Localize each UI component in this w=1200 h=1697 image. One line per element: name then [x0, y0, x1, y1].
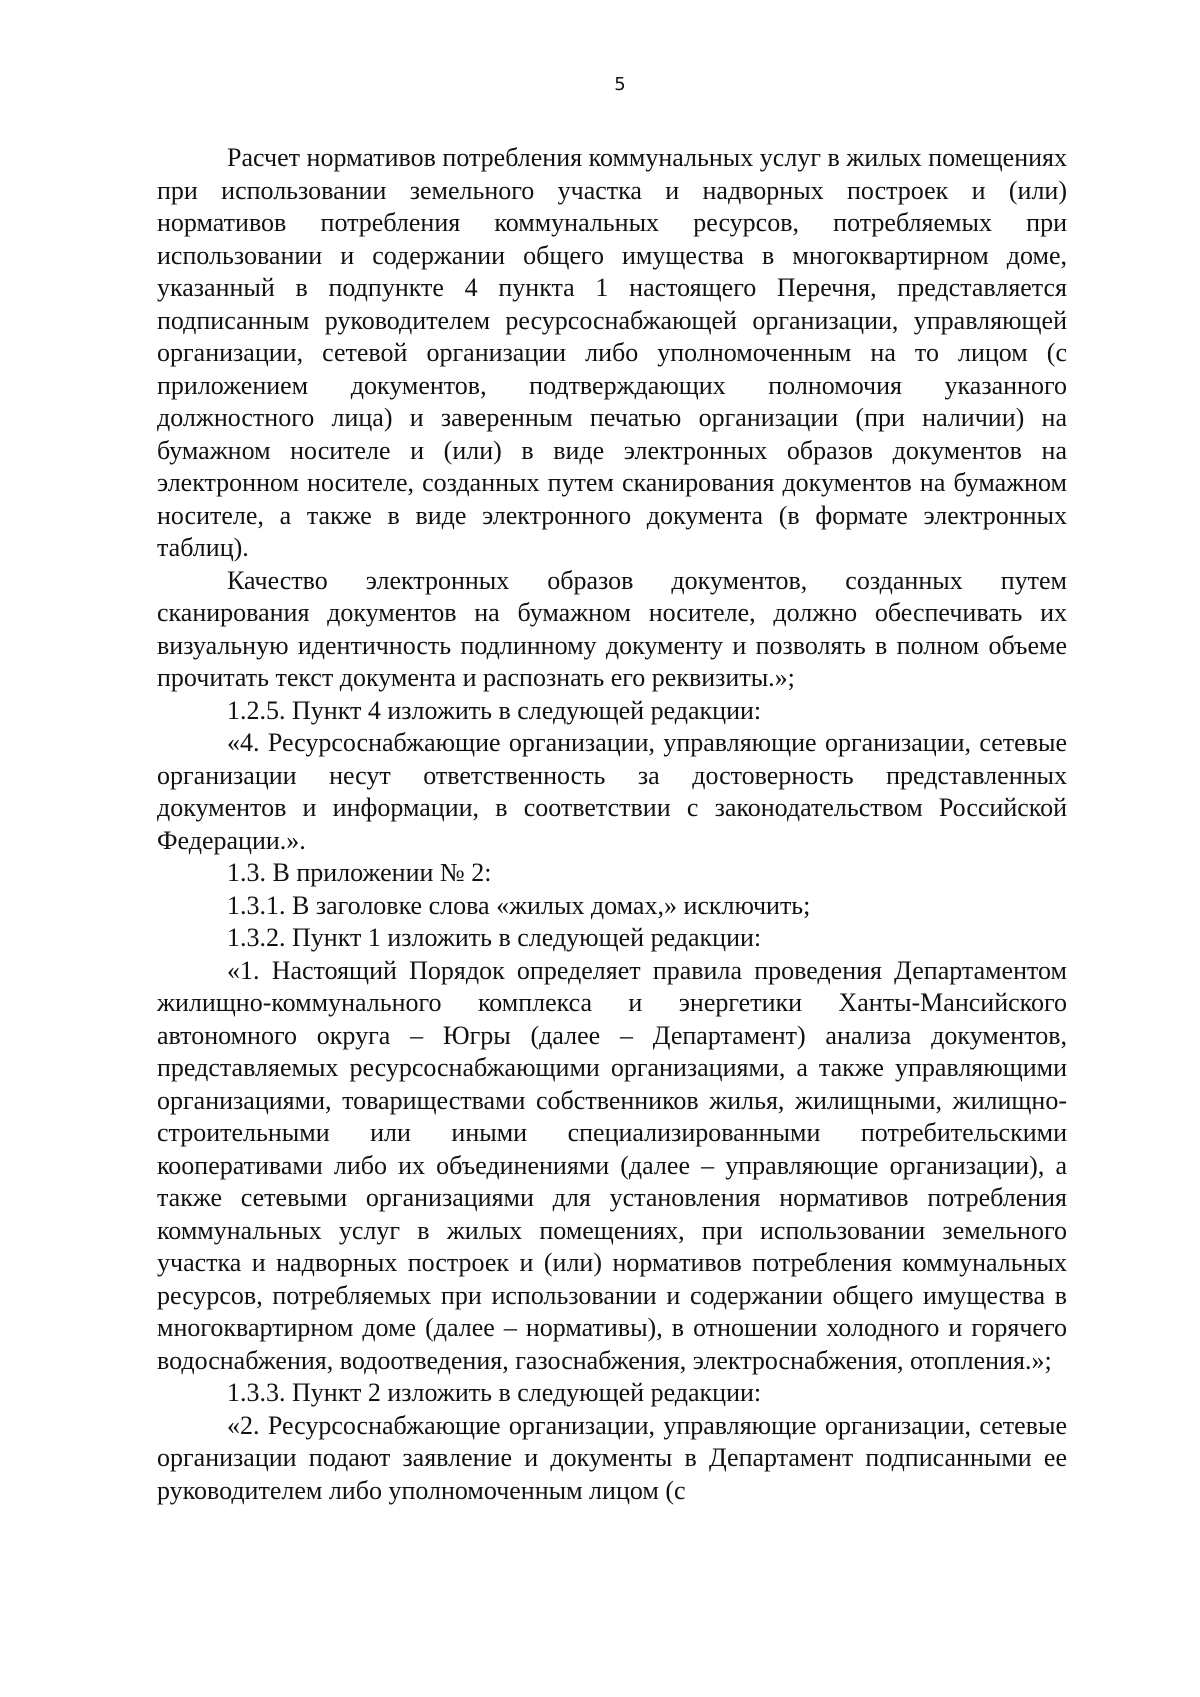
- paragraph-point-1-text: «1. Настоящий Порядок определяет правила проведения Департаментом жилищно-коммунального комплекса и энергетики Ханты-Мансийского автономного округа – Югры (далее – Департамент) анализа документов, представляемых ресурсоснабжающими организациями, а также управляющими организациями, товариществами собственников жилья, жилищными, жилищно-строительными или иными специализированными потребительскими кооперативами либо их объединениями (далее – управляющие организации), а также сетевыми организациями для установления нормативов потребления коммунальных услуг в жилых помещениях, при использовании земельного участка и надворных построек и (или) нормативов потребления коммунальных ресурсов, потребляемых при использовании и содержании общего имущества в многоквартирном доме (далее – нормативы), в отношении холодного и горячего водоснабжения, водоотведения, газоснабжения, электроснабжения, отопления.»;: [157, 955, 1067, 1375]
- paragraph-point-2-text: «2. Ресурсоснабжающие организации, управляющие организации, сетевые организации подают заявление и документы в Департамент подписанными ее руководителем либо уполномоченным лицом (с: [157, 1410, 1067, 1505]
- paragraph-calculation-norms: Расчет нормативов потребления коммунальных услуг в жилых помещениях при использовании земельного участка и надворных построек и (или) нормативов потребления коммунальных ресурсов, потребляемых при использовании и содержании общего имущества в многоквартирном доме, указанный в подпункте 4 пункта 1 настоящего Перечня, представляется подписанным руководителем ресурсоснабжающей организации, управляющей организации, сетевой организации либо уполномоченным на то лицом (с приложением документов, подтверждающих полномочия указанного должностного лица) и заверенным печатью организации (при наличии) на бумажном носителе и (или) в виде электронных образов документов на электронном носителе, созданных путем сканирования документов на бумажном носителе, а также в виде электронного документа (в формате электронных таблиц).: [157, 143, 1067, 562]
- paragraph-scan-quality: Качество электронных образов документов, созданных путем сканирования документов на бумажном носителе, должно обеспечивать их визуальную идентичность подлинному документу и позволять в полном объеме прочитать текст документа и распознать его реквизиты.»;: [157, 565, 1067, 692]
- paragraph-1-3: 1.3. В приложении № 2:: [227, 858, 492, 887]
- paragraph-point-4-text: «4. Ресурсоснабжающие организации, управляющие организации, сетевые организации несут ответственность за достоверность представленных документов и информации, в соответствии с законодательством Российской Федерации.».: [157, 728, 1067, 855]
- page-number: 5: [614, 74, 626, 95]
- paragraph-1-3-3: 1.3.3. Пункт 2 изложить в следующей редакции:: [227, 1378, 762, 1407]
- paragraph-1-3-2: 1.3.2. Пункт 1 изложить в следующей редакции:: [227, 923, 762, 952]
- paragraph-1-2-5: 1.2.5. Пункт 4 изложить в следующей редакции:: [227, 695, 762, 725]
- paragraph-1-3-1: 1.3.1. В заголовке слова «жилых домах,» исключить;: [227, 890, 811, 920]
- document-body: [157, 142, 1067, 1507]
